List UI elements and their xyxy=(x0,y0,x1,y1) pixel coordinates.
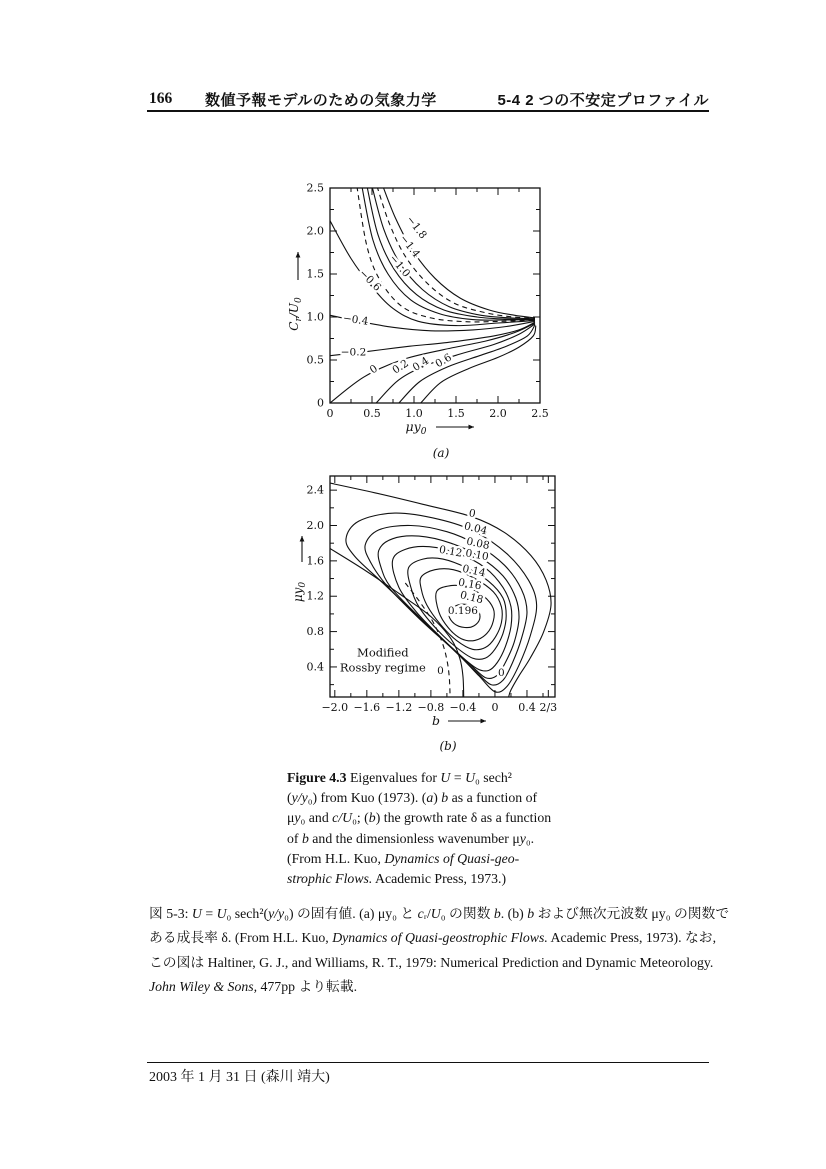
svg-text:0.4: 0.4 xyxy=(518,701,536,714)
svg-text:2.0: 2.0 xyxy=(489,407,507,420)
svg-text:1.5: 1.5 xyxy=(306,267,324,281)
svg-text:Modified: Modified xyxy=(357,645,409,660)
svg-text:1.6: 1.6 xyxy=(306,554,324,568)
svg-text:−1.4: −1.4 xyxy=(397,232,423,261)
svg-text:(a): (a) xyxy=(432,446,450,460)
footer-rule xyxy=(147,1062,709,1063)
svg-text:2.0: 2.0 xyxy=(306,519,324,533)
svg-text:−0.6: −0.6 xyxy=(356,267,384,294)
caption-line: この図は Haltiner, G. J., and Williams, R. T., 1979: Numerical Prediction and Dynamic Meteorology. xyxy=(149,954,714,970)
svg-text:1.0: 1.0 xyxy=(405,407,423,420)
svg-text:−1.2: −1.2 xyxy=(385,701,413,714)
svg-text:−1.0: −1.0 xyxy=(386,252,413,280)
svg-text:−0.4: −0.4 xyxy=(449,701,477,714)
chart-a-plot xyxy=(278,172,572,472)
svg-text:0: 0 xyxy=(326,407,334,420)
svg-text:2/3: 2/3 xyxy=(539,701,558,714)
svg-text:μy0: $\mu y_0$ xyxy=(291,581,308,603)
svg-text:2.5: 2.5 xyxy=(306,181,324,195)
caption-line: strophic Flows. Academic Press, 1973.) xyxy=(287,871,507,887)
svg-text:0.16: 0.16 xyxy=(457,576,483,593)
svg-text:0.5: 0.5 xyxy=(363,407,381,420)
svg-text:0: 0 xyxy=(367,362,380,377)
svg-text:0: 0 xyxy=(498,666,505,679)
svg-text:1.5: 1.5 xyxy=(447,407,465,420)
svg-text:0.4: 0.4 xyxy=(410,354,432,374)
svg-text:(b): (b) xyxy=(439,739,457,753)
svg-text:1.2: 1.2 xyxy=(306,589,324,603)
svg-text:−1.8: −1.8 xyxy=(403,213,429,242)
svg-text:0.6: 0.6 xyxy=(433,351,454,371)
svg-text:0.10: 0.10 xyxy=(464,547,490,564)
svg-text:0.8: 0.8 xyxy=(306,625,324,639)
svg-text:0.196: 0.196 xyxy=(447,604,478,617)
page-number: 166 xyxy=(149,90,173,107)
svg-text:0.5: 0.5 xyxy=(306,353,324,367)
figure-caption-japanese xyxy=(149,902,730,999)
svg-text:Cr/U0: $C_r/U_0$ xyxy=(287,297,304,331)
svg-text:0.04: 0.04 xyxy=(462,520,489,538)
caption-line: (y/y₀) from Kuo (1973). (a) b as a function of xyxy=(287,790,538,806)
svg-text:0.2: 0.2 xyxy=(390,357,411,377)
svg-text:b: b xyxy=(431,713,441,728)
svg-text:0.12: 0.12 xyxy=(438,543,464,560)
svg-text:−0.4: −0.4 xyxy=(342,312,370,328)
svg-text:0.18: 0.18 xyxy=(458,589,485,607)
svg-text:0: 0 xyxy=(317,396,324,410)
caption-line: μy₀ and c/U₀; (b) the growth rate δ as a function xyxy=(287,810,552,826)
svg-text:2.5: 2.5 xyxy=(531,407,549,420)
svg-text:2.4: 2.4 xyxy=(306,483,324,497)
svg-text:Rossby regime: Rossby regime xyxy=(339,660,426,675)
svg-text:0: 0 xyxy=(467,507,477,521)
svg-text:2.0: 2.0 xyxy=(306,224,324,238)
svg-text:1.0: 1.0 xyxy=(306,310,324,324)
caption-line: Figure 4.3 Eigenvalues for U = U₀ sech² xyxy=(287,770,512,785)
svg-text:0: 0 xyxy=(491,701,499,714)
header-left-title: 数値予報モデルのための気象力学 xyxy=(205,92,437,109)
caption-line: of b and the dimensionless wavenumber μy₀. xyxy=(287,830,535,846)
svg-text:0.4: 0.4 xyxy=(306,660,324,674)
caption-line: ある成長率 δ. (From H.L. Kuo, Dynamics of Quasi-geostrophic Flows. Academic Press, 1973). なお, xyxy=(149,930,717,946)
svg-text:0.14: 0.14 xyxy=(461,562,487,580)
chart-b-plot xyxy=(278,462,578,762)
header-right-title: 5-4 2 つの不安定プロファイル xyxy=(497,92,709,109)
page-footer xyxy=(149,1066,330,1086)
svg-text:−0.2: −0.2 xyxy=(340,346,367,359)
svg-text:0: 0 xyxy=(437,665,444,677)
footer-date: 2003 年 1 月 31 日 (森川 靖大) xyxy=(149,1070,330,1085)
header-rule xyxy=(147,110,709,112)
svg-text:−2.0: −2.0 xyxy=(321,701,349,714)
figure-caption-english xyxy=(287,768,577,889)
caption-line: (From H.L. Kuo, Dynamics of Quasi-geo- xyxy=(287,850,520,866)
svg-text:−0.8: −0.8 xyxy=(417,701,445,714)
svg-text:−1.6: −1.6 xyxy=(353,701,381,714)
caption-line: John Wiley & Sons, 477pp より転載. xyxy=(149,978,358,994)
svg-text:μy0: $\mu y_0$ xyxy=(405,419,427,437)
caption-line: 図 5-3: U = U₀ sech²(y/y₀) の固有値. (a) μy₀ と cᵣ/U₀ の関数 b. (b) b および無次元波数 μy₀ の関数で xyxy=(149,906,730,921)
svg-text:0.08: 0.08 xyxy=(465,535,491,553)
